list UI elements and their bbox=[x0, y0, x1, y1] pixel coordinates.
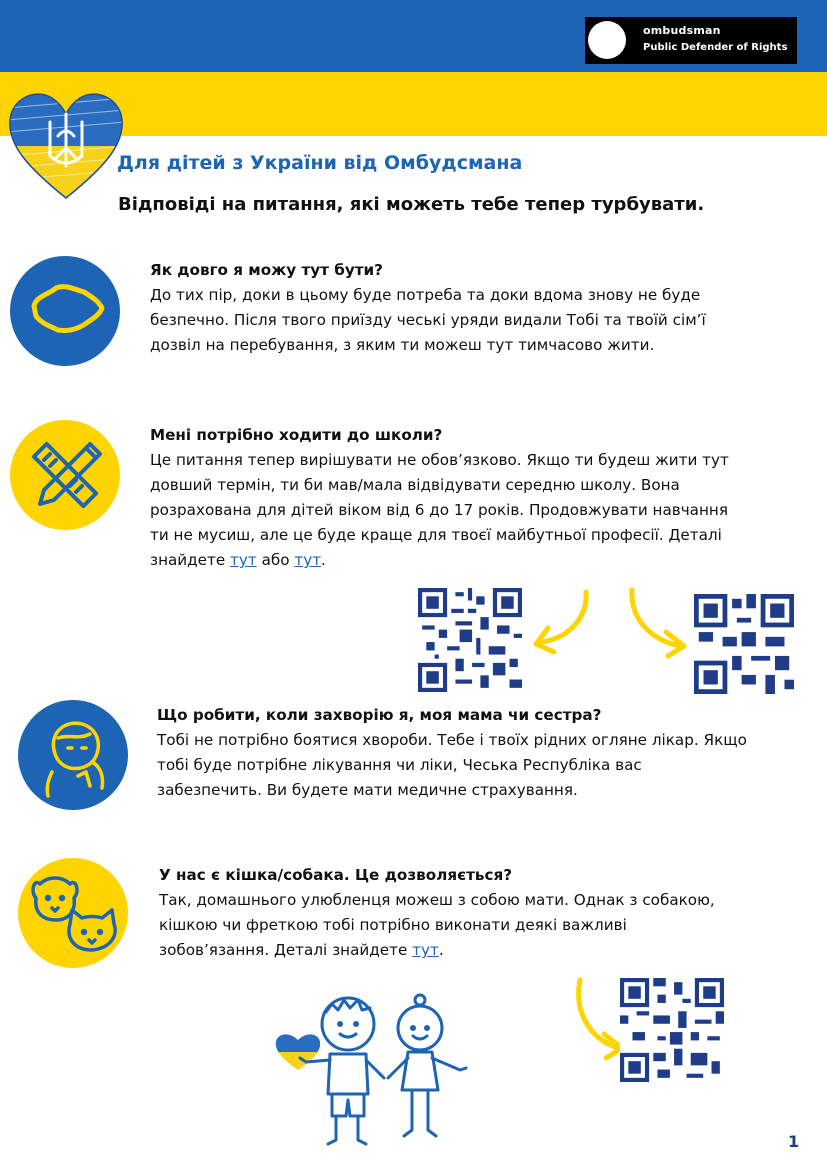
answer-school-middle: або bbox=[261, 551, 290, 569]
section-school bbox=[150, 423, 750, 573]
ukraine-heart-icon bbox=[6, 86, 126, 204]
pets-icon bbox=[18, 858, 128, 968]
ombudsman-logo[interactable] bbox=[585, 17, 797, 64]
answer-school-text: Це питання тепер вирішувати не обов’язково. Якщо ти будеш жити тут довший термін, ти би мав/мала відвідувати середню школу. Вона розрахована для дітей віком від 6 до 17 років. Продовжувати навчання ти не мусиш, але це буде краще для твоєї майбутньої професії. Деталі знайдете bbox=[150, 451, 729, 569]
arrow-left-icon bbox=[528, 588, 598, 658]
school-qr-code-2[interactable] bbox=[694, 594, 794, 694]
ruler-pencil-icon bbox=[10, 420, 120, 530]
school-qr-code-1[interactable] bbox=[418, 588, 522, 692]
question-health: Що робити, коли захворію я, моя мама чи сестра? bbox=[157, 706, 602, 724]
answer-stay: До тих пір, доки в цьому буде потреба та доки вдома знову не буде безпечно. Після твого приїзду чеські уряди видали Тобі та твоїй сім’ї дозвіл на перебування, з яким ти можеш тут тимчасово жити. bbox=[150, 286, 706, 354]
school-link-2[interactable]: тут bbox=[294, 551, 322, 569]
question-school: Мені потрібно ходити до школи? bbox=[150, 426, 443, 444]
czech-map-icon bbox=[10, 256, 120, 366]
answer-school-end: . bbox=[321, 551, 326, 569]
pets-link[interactable]: тут bbox=[412, 941, 439, 959]
page-number: 1 bbox=[788, 1132, 800, 1151]
children-illustration bbox=[270, 990, 480, 1160]
answer-pets bbox=[159, 888, 719, 963]
answer-pets-end: . bbox=[438, 941, 444, 959]
answer-school bbox=[150, 448, 750, 573]
answer-health: Тобі не потрібно боятися хвороби. Тебе і твоїх рідних огляне лікар. Якщо тобі буде потрібне лікування чи ліки, Чеська Республіка вас забезпечить. Ви будете мати медичне страхування. bbox=[157, 731, 747, 799]
question-stay: Як довго я можу тут бути? bbox=[150, 261, 383, 279]
logo-line1: ombudsman bbox=[643, 24, 721, 37]
pets-qr-code[interactable] bbox=[620, 978, 724, 1082]
section-health bbox=[157, 703, 747, 803]
arrow-right-icon bbox=[620, 586, 692, 660]
answer-pets-text: Так, домашнього улюбленця можеш з собою мати. Однак з собакою, кішкою чи фреткою тобі потрібно виконати деякі важливі зобов’язання. Деталі знайдете bbox=[159, 891, 715, 959]
section-pets bbox=[159, 863, 719, 963]
question-pets: У нас є кішка/собака. Це дозволяється? bbox=[159, 866, 513, 884]
logo-line2: Public Defender of Rights bbox=[643, 42, 788, 53]
sick-child-icon bbox=[18, 700, 128, 810]
logo-circle-icon bbox=[588, 21, 626, 59]
section-stay bbox=[150, 258, 750, 358]
page-title: Для дітей з України від Омбудсмана bbox=[117, 152, 523, 174]
page-subtitle: Відповіді на питання, які можеть тебе тепер турбувати. bbox=[118, 194, 705, 215]
school-link-1[interactable]: тут bbox=[230, 551, 257, 569]
